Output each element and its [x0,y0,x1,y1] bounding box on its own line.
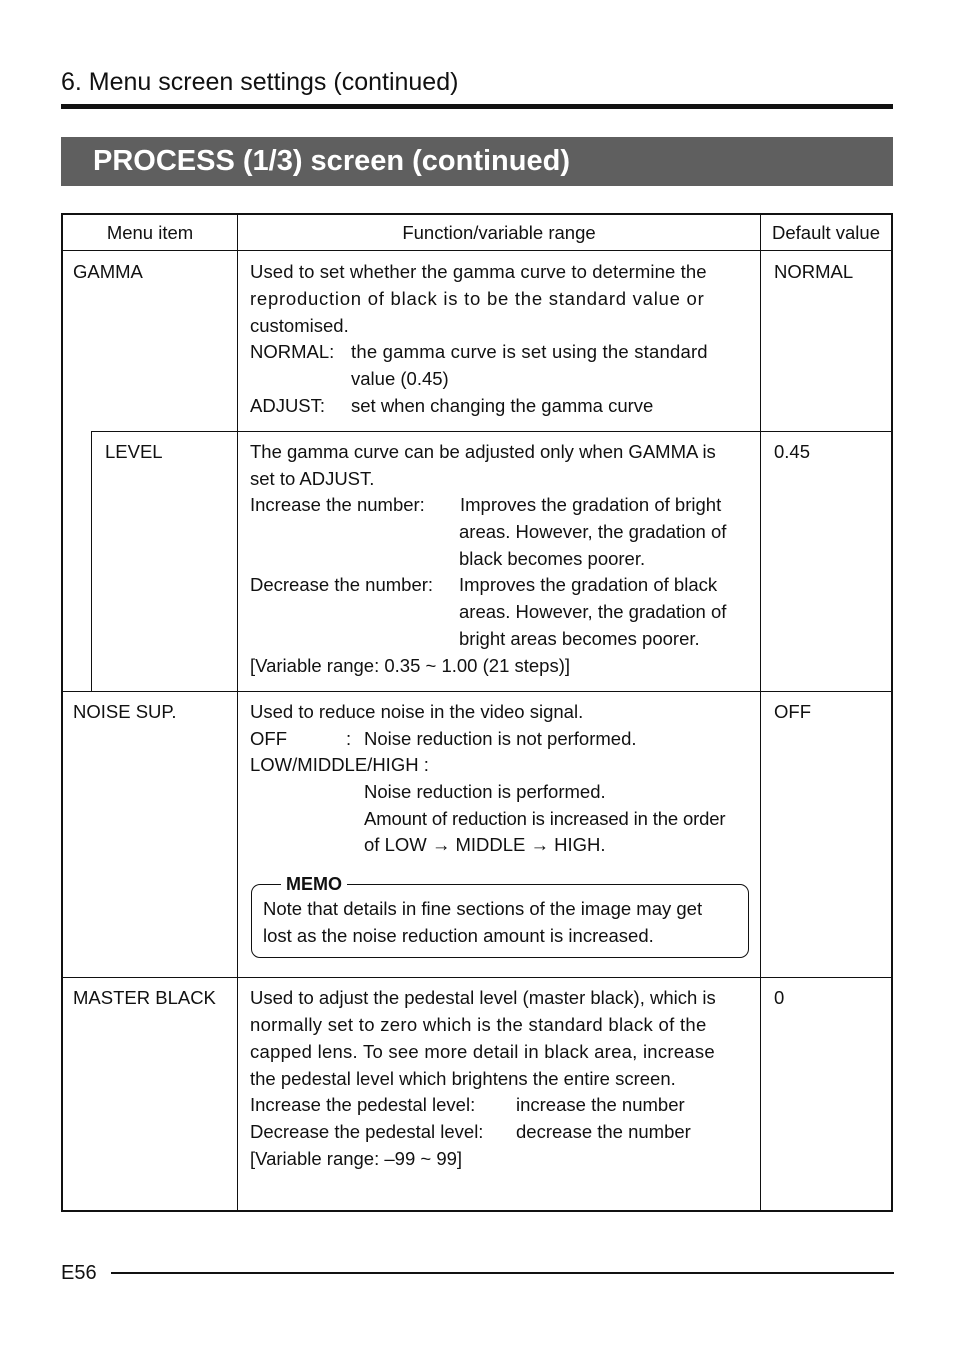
menu-item-gamma: GAMMA [73,261,143,282]
row-divider [63,691,891,692]
description-line: The gamma curve can be adjusted only when GAMMA is [250,441,716,462]
header-divider [63,250,891,251]
option-key: Increase the number: [250,494,425,515]
description-line: capped lens. To see more detail in black area, increase [250,1041,715,1062]
memo-text-line: Note that details in fine sections of the image may get [263,898,703,919]
menu-item-level: LEVEL [105,441,163,462]
memo-text-line: lost as the noise reduction amount is increased. [263,925,654,946]
column-header-default: Default value [772,222,880,243]
column-header-function: Function/variable range [402,222,596,243]
option-text: of LOW → MIDDLE → HIGH. [364,834,606,855]
settings-table [61,213,893,1212]
option-text: Improves the gradation of bright [460,494,722,515]
option-text: Noise reduction is not performed. [364,728,637,749]
option-key: Decrease the pedestal level: [250,1121,484,1142]
row-divider [91,431,891,432]
page-number: E56 [61,1262,97,1284]
menu-item-master-black: MASTER BLACK [73,987,216,1008]
option-text: areas. However, the gradation of [459,521,727,542]
option-key: ADJUST: [250,395,326,416]
option-text: Improves the gradation of black [459,574,718,595]
option-text: increase the number [516,1094,685,1115]
column-header-menu-item: Menu item [106,222,194,243]
option-colon: : [346,728,352,749]
option-text: Noise reduction is performed. [364,781,606,802]
option-key: NORMAL: [250,341,335,362]
default-value: 0 [774,987,785,1008]
option-text: value (0.45) [351,368,449,389]
option-text: decrease the number [516,1121,691,1142]
variable-range: [Variable range: 0.35 ~ 1.00 (21 steps)] [250,655,571,676]
section-divider [61,104,893,109]
option-key: LOW/MIDDLE/HIGH : [250,754,429,775]
description-line: Used to adjust the pedestal level (master black), which is [250,987,716,1008]
description-line: customised. [250,315,349,336]
option-text: the gamma curve is set using the standard [351,341,708,362]
memo-label: MEMO [281,871,347,897]
option-text: bright areas becomes poorer. [459,628,700,649]
variable-range: [Variable range: –99 ~ 99] [250,1148,463,1169]
screen-title-banner [61,137,893,186]
footer-rule [111,1272,894,1274]
option-text: Amount of reduction is increased in the order [364,808,726,829]
default-value: 0.45 [774,441,811,462]
option-text: black becomes poorer. [459,548,646,569]
description-line: set to ADJUST. [250,468,375,489]
option-key: OFF [250,728,287,749]
description-line: Used to reduce noise in the video signal. [250,701,584,722]
option-key: Increase the pedestal level: [250,1094,476,1115]
description-line: normally set to zero which is the standard black of the [250,1014,707,1035]
screen-title: PROCESS (1/3) screen (continued) [93,145,570,177]
default-value: OFF [774,701,811,722]
description-line: reproduction of black is to be the standard value or [250,288,705,309]
menu-item-noise-sup: NOISE SUP. [73,701,177,722]
section-heading: 6. Menu screen settings (continued) [61,68,459,96]
row-divider [63,977,891,978]
sub-item-divider [91,431,92,691]
column-divider [760,215,761,1210]
option-text: areas. However, the gradation of [459,601,727,622]
option-text: set when changing the gamma curve [351,395,654,416]
default-value: NORMAL [774,261,854,282]
option-key: Decrease the number: [250,574,434,595]
description-line: Used to set whether the gamma curve to determine the [250,261,707,282]
description-line: the pedestal level which brightens the entire screen. [250,1068,676,1089]
column-divider [237,215,238,1210]
